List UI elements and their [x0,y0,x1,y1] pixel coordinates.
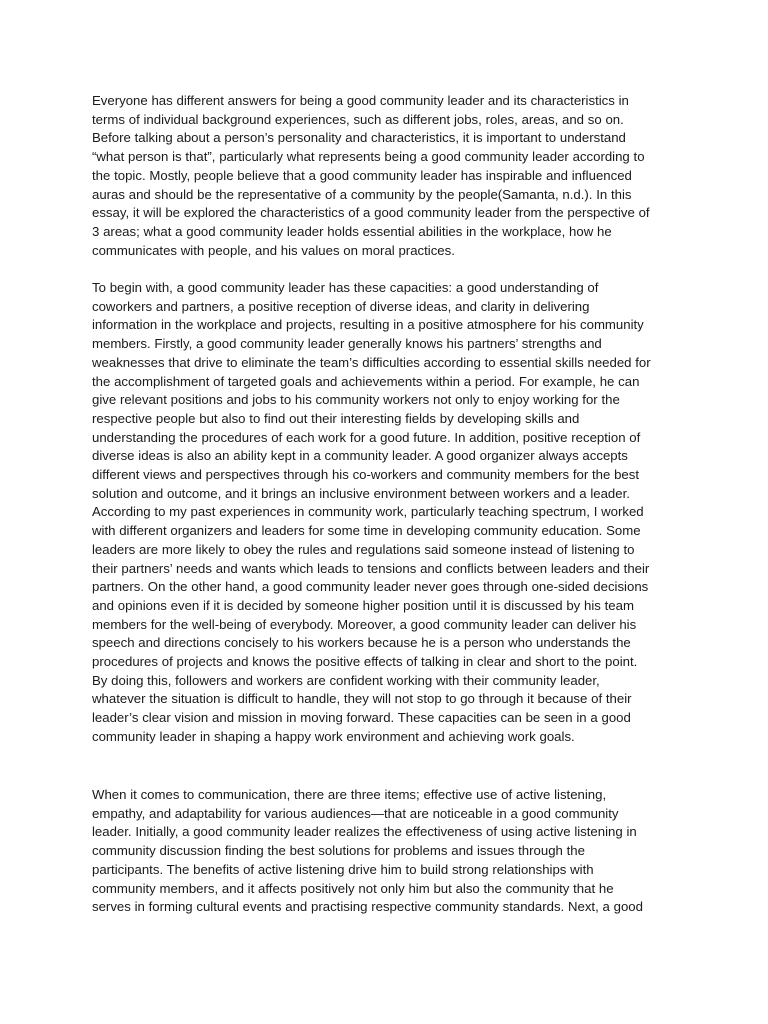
paragraph-introduction: Everyone has different answers for being a good community leader and its characteristics in terms of individual background experiences, such as different jobs, roles, areas, and so on. Before talking about a person’s personality and characteristics, it is important to understand “what person is that”, particularly what represents being a good community leader according to the topic. Mostly, people believe that a good community leader has inspirable and influenced auras and should be the representative of a community by the people(Samanta, n.d.). In this essay, it will be explored the characteristics of a good community leader from the perspective of 3 areas; what a good community leader holds essential abilities in the workplace, how he communicates with people, and his values on moral practices. [92,93,650,258]
paragraph-communication: When it comes to communication, there are three items; effective use of active listening, empathy, and adaptability for various audiences—that are noticeable in a good community leader. Initially, a good community leader realizes the effectiveness of using active listening in community discussion finding the best solutions for problems and issues through the participants. The benefits of active listening drive him to build strong relationships with community members, and it affects positively not only him but also the community that he serves in forming cultural events and practising respective community standards. Next, a good [92,787,643,915]
paragraph-workplace-abilities: To begin with, a good community leader has these capacities: a good understanding of coworkers and partners, a positive reception of diverse ideas, and clarity in delivering information in the workplace and projects, resulting in a positive atmosphere for his community members. Firstly, a good community leader generally knows his partners’ strengths and weaknesses that drive to eliminate the team’s difficulties according to essential skills needed for the accomplishment of targeted goals and achievements within a period. For example, he can give relevant positions and jobs to his community workers not only to enjoy working for the respective people but also to find out their interesting fields by developing skills and understanding the procedures of each work for a good future. In addition, positive reception of diverse ideas is also an ability kept in a community leader. A good organizer always accepts different views and perspectives through his co-workers and community members for the best solution and outcome, and it brings an inclusive environment between workers and a leader. According to my past experiences in community work, particularly teaching spectrum, I worked with different organizers and leaders for some time in developing community education. Some leaders are more likely to obey the rules and regulations said someone instead of listening to their partners’ needs and wants which leads to tensions and conflicts between leaders and their partners. On the other hand, a good community leader never goes through one-sided decisions and opinions even if it is decided by someone higher position until it is discussed by his team members for the well-being of everybody. Moreover, a good community leader can deliver his speech and directions concisely to his workers because he is a person who understands the procedures of projects and knows the positive effects of talking in clear and short to the point. By doing this, followers and workers are confident working with their community leader, whatever the situation is difficult to handle, they will not stop to go through it because of their leader’s clear vision and mission in moving forward. These capacities can be seen in a good community leader in shaping a happy work environment and achieving work goals. [92,280,651,744]
